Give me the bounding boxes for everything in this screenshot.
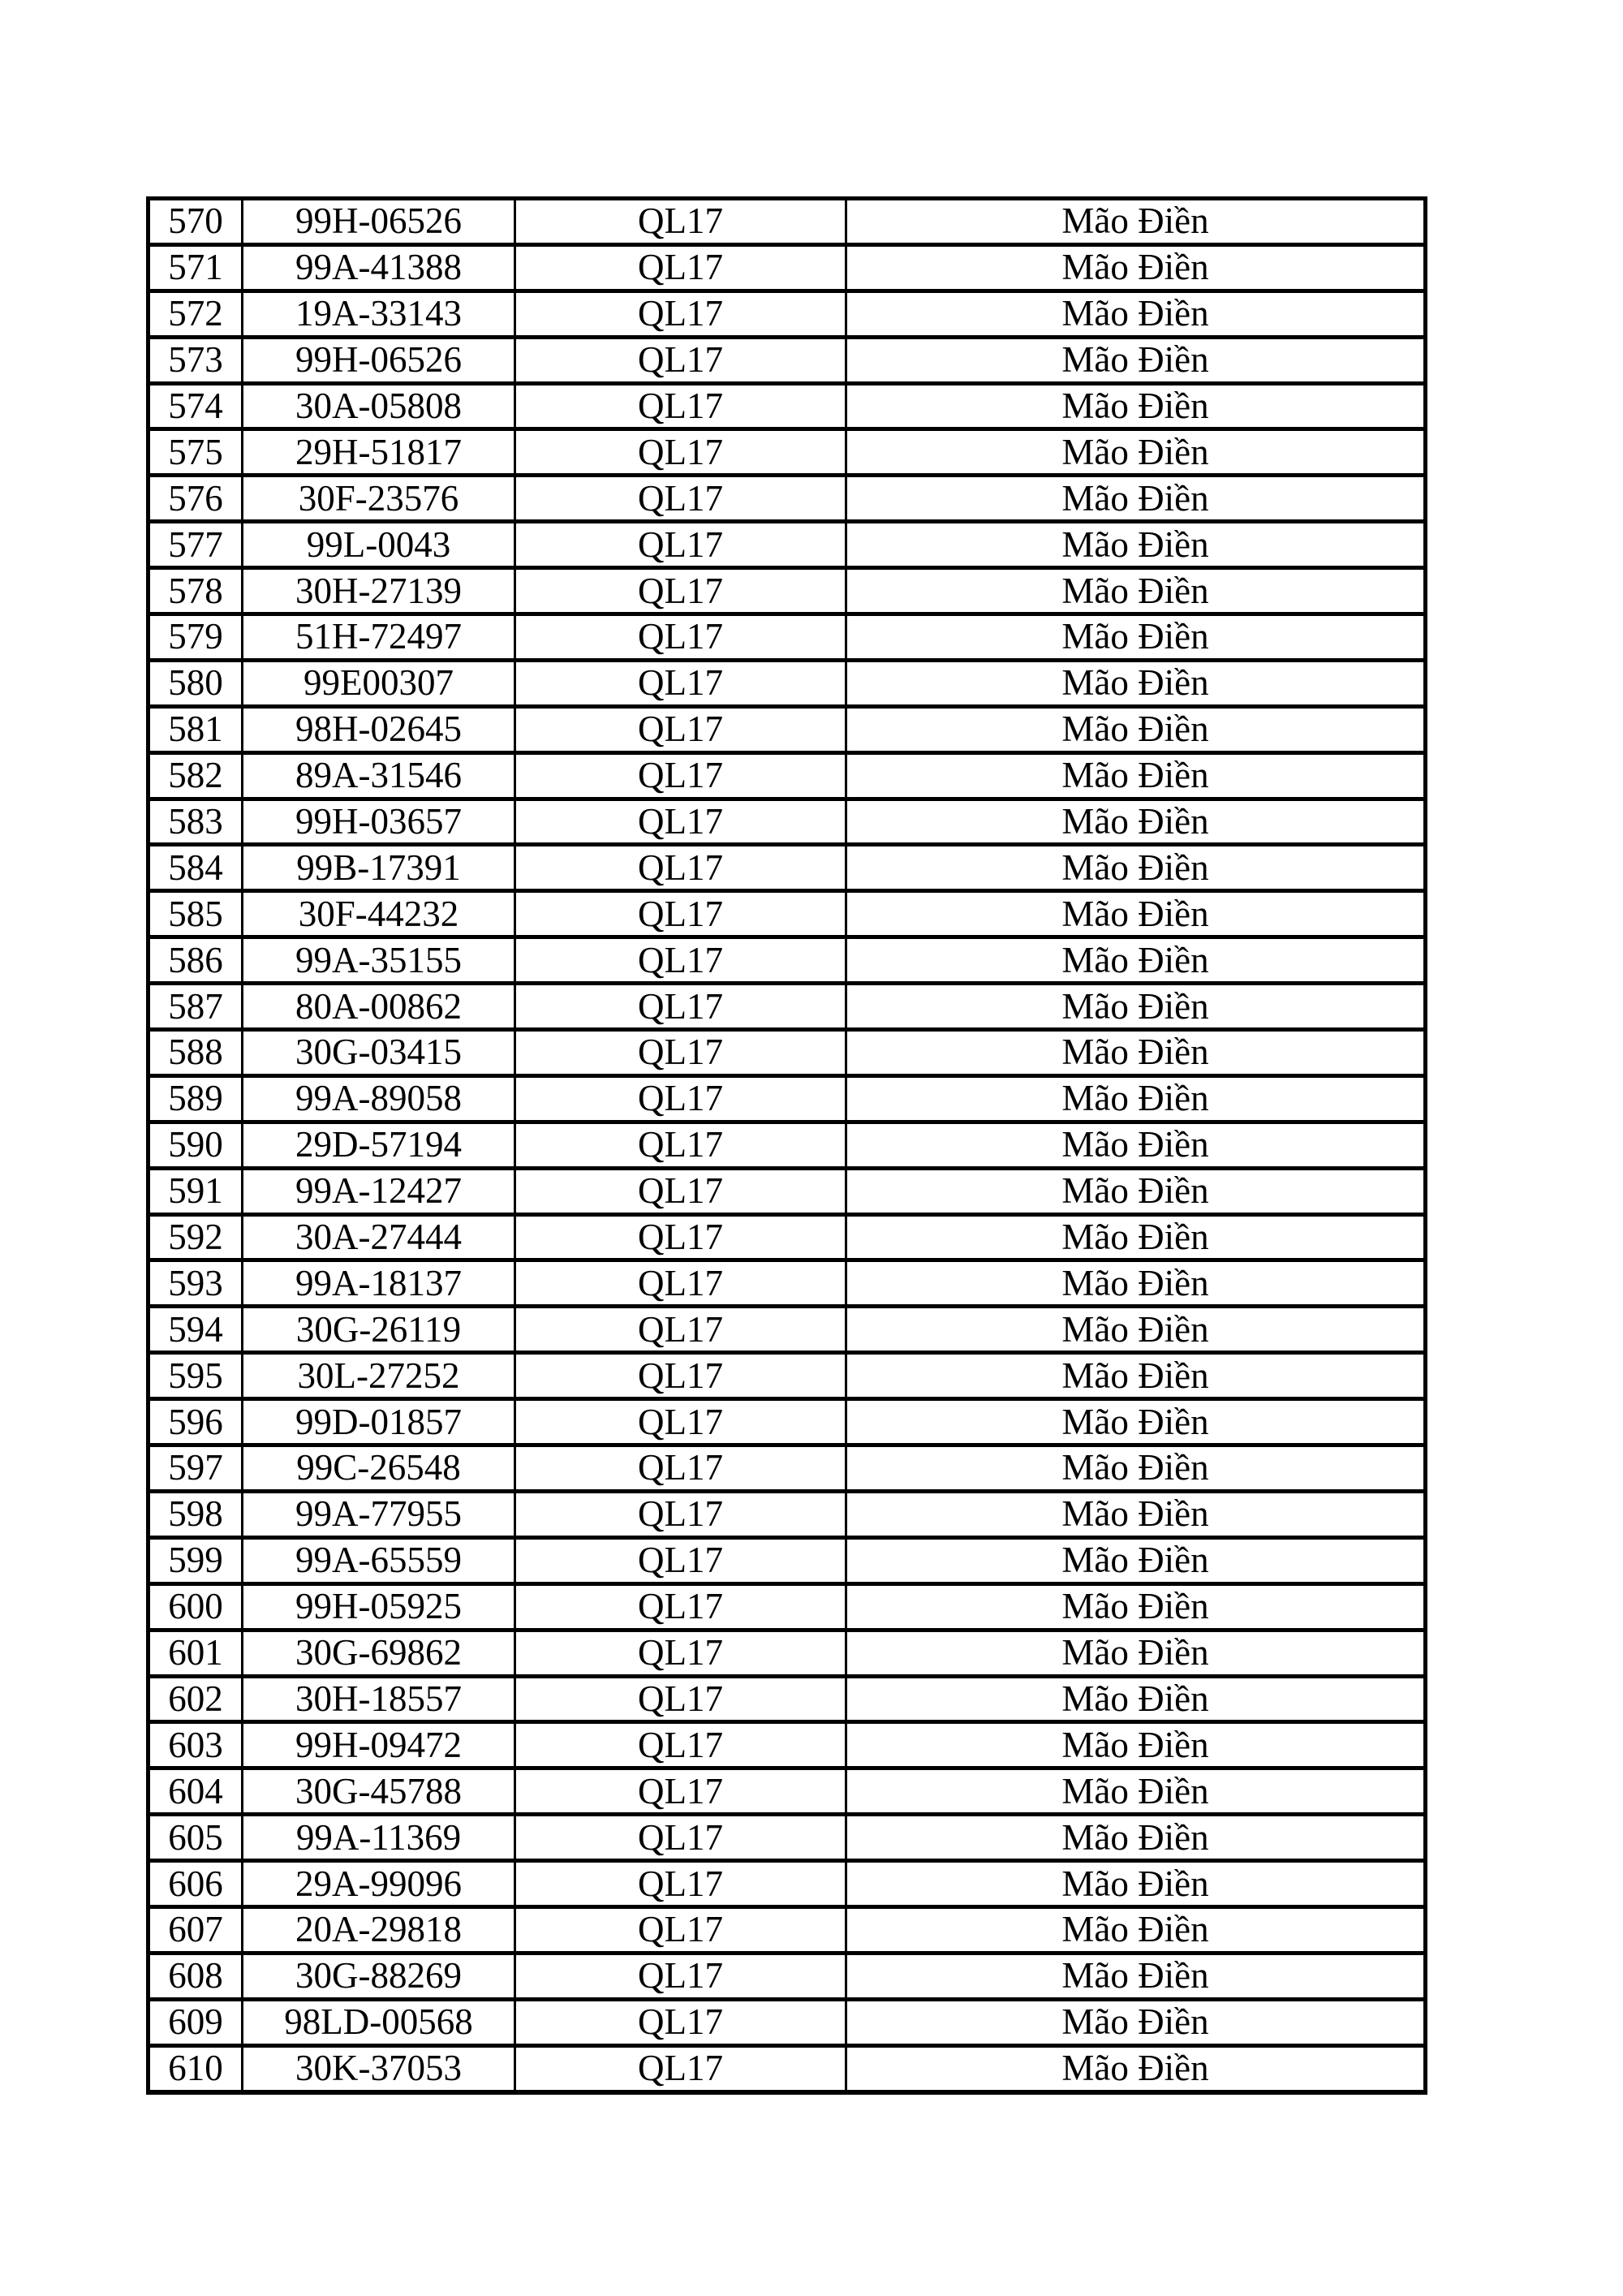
table-row [149, 2045, 1426, 2091]
cell-commune: Mão Điền [846, 2045, 1426, 2091]
cell-index: 578 [149, 568, 243, 614]
cell-route: QL17 [515, 937, 846, 984]
table-row [149, 1537, 1426, 1583]
cell-index: 582 [149, 752, 243, 799]
table-row [149, 244, 1426, 291]
cell-plate: 30G-69862 [243, 1630, 515, 1676]
cell-index: 595 [149, 1353, 243, 1399]
cell-commune: Mão Điền [846, 845, 1426, 891]
table-row [149, 291, 1426, 337]
cell-commune: Mão Điền [846, 1768, 1426, 1815]
cell-plate: 99A-35155 [243, 937, 515, 984]
cell-commune: Mão Điền [846, 706, 1426, 752]
table-row [149, 984, 1426, 1030]
cell-index: 610 [149, 2045, 243, 2091]
cell-commune: Mão Điền [846, 522, 1426, 568]
cell-plate: 30G-88269 [243, 1953, 515, 1999]
table-row [149, 1168, 1426, 1214]
table-row [149, 383, 1426, 429]
cell-index: 581 [149, 706, 243, 752]
cell-plate: 99A-18137 [243, 1260, 515, 1307]
cell-route: QL17 [515, 2045, 846, 2091]
cell-plate: 98LD-00568 [243, 1999, 515, 2045]
cell-commune: Mão Điền [846, 568, 1426, 614]
cell-commune: Mão Điền [846, 1399, 1426, 1445]
table-row [149, 845, 1426, 891]
cell-route: QL17 [515, 476, 846, 522]
cell-route: QL17 [515, 1999, 846, 2045]
cell-plate: 99A-65559 [243, 1537, 515, 1583]
cell-index: 575 [149, 429, 243, 476]
cell-plate: 98H-02645 [243, 706, 515, 752]
cell-plate: 99D-01857 [243, 1399, 515, 1445]
cell-commune: Mão Điền [846, 752, 1426, 799]
cell-plate: 99C-26548 [243, 1445, 515, 1492]
cell-plate: 99A-11369 [243, 1815, 515, 1861]
cell-commune: Mão Điền [846, 1491, 1426, 1537]
cell-commune: Mão Điền [846, 1906, 1426, 1953]
cell-plate: 80A-00862 [243, 984, 515, 1030]
cell-commune: Mão Điền [846, 614, 1426, 661]
cell-index: 604 [149, 1768, 243, 1815]
vehicle-table [146, 196, 1427, 2095]
cell-route: QL17 [515, 1030, 846, 1076]
table-row [149, 937, 1426, 984]
cell-index: 576 [149, 476, 243, 522]
table-row [149, 1491, 1426, 1537]
table-row [149, 1122, 1426, 1168]
cell-plate: 99H-06526 [243, 199, 515, 245]
vehicle-table-body [149, 199, 1426, 2092]
cell-commune: Mão Điền [846, 1122, 1426, 1168]
cell-plate: 51H-72497 [243, 614, 515, 661]
table-row [149, 429, 1426, 476]
cell-plate: 29H-51817 [243, 429, 515, 476]
cell-plate: 20A-29818 [243, 1906, 515, 1953]
cell-commune: Mão Điền [846, 291, 1426, 337]
cell-commune: Mão Điền [846, 476, 1426, 522]
cell-plate: 30K-37053 [243, 2045, 515, 2091]
cell-route: QL17 [515, 199, 846, 245]
cell-plate: 99B-17391 [243, 845, 515, 891]
table-row [149, 1260, 1426, 1307]
cell-index: 602 [149, 1676, 243, 1722]
cell-route: QL17 [515, 1815, 846, 1861]
cell-commune: Mão Điền [846, 1722, 1426, 1768]
cell-commune: Mão Điền [846, 1815, 1426, 1861]
table-row [149, 1768, 1426, 1815]
table-row [149, 337, 1426, 383]
cell-route: QL17 [515, 1075, 846, 1122]
cell-route: QL17 [515, 337, 846, 383]
cell-index: 573 [149, 337, 243, 383]
cell-plate: 30G-03415 [243, 1030, 515, 1076]
cell-commune: Mão Điền [846, 1214, 1426, 1260]
cell-commune: Mão Điền [846, 1999, 1426, 2045]
cell-plate: 30G-45788 [243, 1768, 515, 1815]
cell-plate: 99A-77955 [243, 1491, 515, 1537]
cell-commune: Mão Điền [846, 244, 1426, 291]
cell-commune: Mão Điền [846, 1168, 1426, 1214]
table-row [149, 1815, 1426, 1861]
cell-commune: Mão Điền [846, 337, 1426, 383]
cell-plate: 99A-12427 [243, 1168, 515, 1214]
cell-route: QL17 [515, 244, 846, 291]
cell-commune: Mão Điền [846, 383, 1426, 429]
cell-index: 606 [149, 1861, 243, 1907]
cell-index: 590 [149, 1122, 243, 1168]
table-row [149, 660, 1426, 706]
cell-route: QL17 [515, 706, 846, 752]
table-row [149, 891, 1426, 937]
cell-route: QL17 [515, 1676, 846, 1722]
cell-route: QL17 [515, 1307, 846, 1353]
cell-plate: 19A-33143 [243, 291, 515, 337]
cell-route: QL17 [515, 383, 846, 429]
cell-index: 586 [149, 937, 243, 984]
cell-index: 603 [149, 1722, 243, 1768]
cell-plate: 30F-44232 [243, 891, 515, 937]
table-row [149, 1999, 1426, 2045]
cell-route: QL17 [515, 752, 846, 799]
cell-index: 579 [149, 614, 243, 661]
cell-index: 589 [149, 1075, 243, 1122]
cell-index: 577 [149, 522, 243, 568]
cell-index: 572 [149, 291, 243, 337]
cell-route: QL17 [515, 845, 846, 891]
cell-index: 601 [149, 1630, 243, 1676]
cell-route: QL17 [515, 984, 846, 1030]
table-row [149, 1906, 1426, 1953]
cell-commune: Mão Điền [846, 799, 1426, 845]
cell-route: QL17 [515, 614, 846, 661]
cell-commune: Mão Điền [846, 1260, 1426, 1307]
cell-plate: 30F-23576 [243, 476, 515, 522]
cell-commune: Mão Điền [846, 1307, 1426, 1353]
cell-plate: 30G-26119 [243, 1307, 515, 1353]
cell-commune: Mão Điền [846, 891, 1426, 937]
cell-index: 587 [149, 984, 243, 1030]
cell-commune: Mão Điền [846, 984, 1426, 1030]
cell-commune: Mão Điền [846, 1583, 1426, 1630]
cell-plate: 89A-31546 [243, 752, 515, 799]
table-row [149, 1722, 1426, 1768]
cell-commune: Mão Điền [846, 1953, 1426, 1999]
cell-index: 605 [149, 1815, 243, 1861]
cell-plate: 30A-27444 [243, 1214, 515, 1260]
cell-plate: 99A-89058 [243, 1075, 515, 1122]
cell-plate: 99E00307 [243, 660, 515, 706]
table-row [149, 1353, 1426, 1399]
cell-commune: Mão Điền [846, 1676, 1426, 1722]
cell-index: 599 [149, 1537, 243, 1583]
cell-index: 571 [149, 244, 243, 291]
cell-index: 597 [149, 1445, 243, 1492]
table-row [149, 614, 1426, 661]
table-row [149, 1861, 1426, 1907]
cell-route: QL17 [515, 1722, 846, 1768]
cell-route: QL17 [515, 1168, 846, 1214]
cell-route: QL17 [515, 568, 846, 614]
cell-plate: 30H-18557 [243, 1676, 515, 1722]
cell-plate: 99H-05925 [243, 1583, 515, 1630]
cell-index: 600 [149, 1583, 243, 1630]
cell-route: QL17 [515, 1214, 846, 1260]
cell-route: QL17 [515, 1445, 846, 1492]
table-row [149, 1075, 1426, 1122]
cell-route: QL17 [515, 1861, 846, 1907]
cell-route: QL17 [515, 891, 846, 937]
cell-route: QL17 [515, 522, 846, 568]
table-row [149, 1676, 1426, 1722]
cell-route: QL17 [515, 1491, 846, 1537]
cell-index: 580 [149, 660, 243, 706]
cell-route: QL17 [515, 1260, 846, 1307]
cell-route: QL17 [515, 660, 846, 706]
cell-route: QL17 [515, 1122, 846, 1168]
table-row [149, 1214, 1426, 1260]
cell-index: 591 [149, 1168, 243, 1214]
cell-plate: 30H-27139 [243, 568, 515, 614]
cell-commune: Mão Điền [846, 1537, 1426, 1583]
table-row [149, 1583, 1426, 1630]
cell-commune: Mão Điền [846, 1353, 1426, 1399]
cell-index: 592 [149, 1214, 243, 1260]
cell-index: 608 [149, 1953, 243, 1999]
table-row [149, 522, 1426, 568]
cell-plate: 99H-03657 [243, 799, 515, 845]
cell-plate: 29A-99096 [243, 1861, 515, 1907]
table-row [149, 199, 1426, 245]
cell-route: QL17 [515, 1906, 846, 1953]
cell-index: 570 [149, 199, 243, 245]
table-row [149, 568, 1426, 614]
cell-index: 583 [149, 799, 243, 845]
table-row [149, 1030, 1426, 1076]
cell-index: 598 [149, 1491, 243, 1537]
cell-commune: Mão Điền [846, 1030, 1426, 1076]
cell-route: QL17 [515, 1953, 846, 1999]
cell-plate: 99A-41388 [243, 244, 515, 291]
table-row [149, 1953, 1426, 1999]
cell-index: 607 [149, 1906, 243, 1953]
cell-commune: Mão Điền [846, 1630, 1426, 1676]
cell-route: QL17 [515, 1399, 846, 1445]
table-row [149, 752, 1426, 799]
cell-plate: 30A-05808 [243, 383, 515, 429]
table-row [149, 706, 1426, 752]
cell-route: QL17 [515, 1583, 846, 1630]
cell-route: QL17 [515, 1537, 846, 1583]
cell-plate: 99L-0043 [243, 522, 515, 568]
cell-commune: Mão Điền [846, 429, 1426, 476]
cell-commune: Mão Điền [846, 937, 1426, 984]
cell-commune: Mão Điền [846, 1445, 1426, 1492]
cell-plate: 99H-09472 [243, 1722, 515, 1768]
cell-commune: Mão Điền [846, 199, 1426, 245]
cell-commune: Mão Điền [846, 1075, 1426, 1122]
cell-index: 593 [149, 1260, 243, 1307]
cell-index: 594 [149, 1307, 243, 1353]
cell-plate: 99H-06526 [243, 337, 515, 383]
cell-route: QL17 [515, 1630, 846, 1676]
cell-index: 609 [149, 1999, 243, 2045]
table-row [149, 1399, 1426, 1445]
cell-index: 574 [149, 383, 243, 429]
cell-route: QL17 [515, 1768, 846, 1815]
cell-index: 588 [149, 1030, 243, 1076]
cell-index: 596 [149, 1399, 243, 1445]
cell-commune: Mão Điền [846, 660, 1426, 706]
cell-route: QL17 [515, 429, 846, 476]
cell-index: 585 [149, 891, 243, 937]
table-row [149, 1630, 1426, 1676]
table-row [149, 1307, 1426, 1353]
cell-route: QL17 [515, 799, 846, 845]
cell-plate: 29D-57194 [243, 1122, 515, 1168]
table-row [149, 476, 1426, 522]
cell-route: QL17 [515, 1353, 846, 1399]
cell-plate: 30L-27252 [243, 1353, 515, 1399]
cell-commune: Mão Điền [846, 1861, 1426, 1907]
cell-route: QL17 [515, 291, 846, 337]
table-row [149, 799, 1426, 845]
cell-index: 584 [149, 845, 243, 891]
table-row [149, 1445, 1426, 1492]
